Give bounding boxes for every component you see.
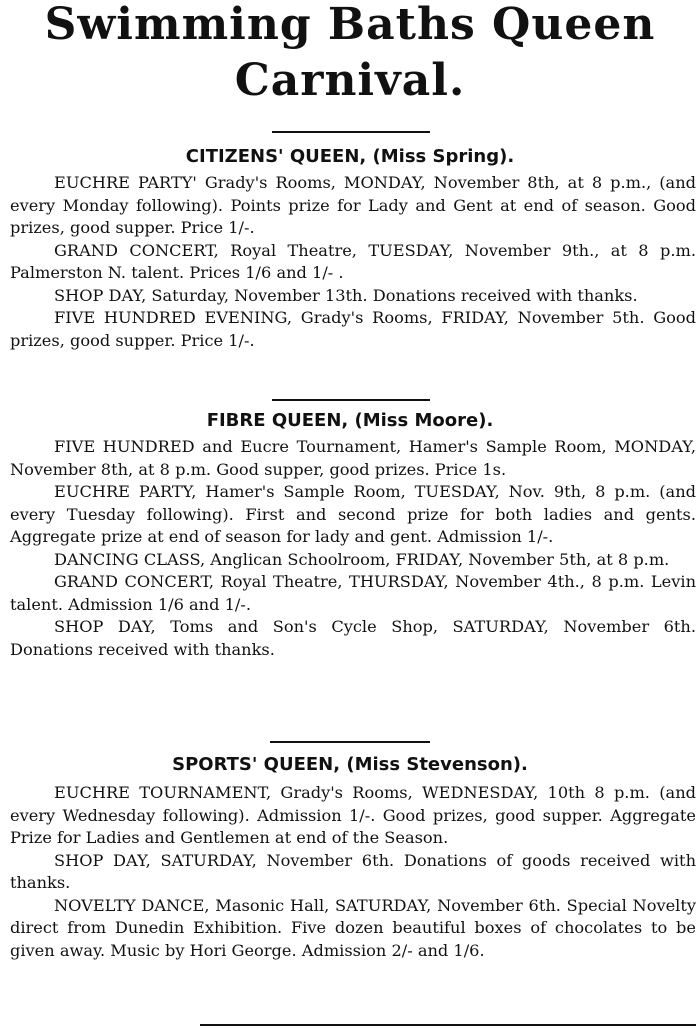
bottom-rule bbox=[200, 1024, 696, 1026]
section-title-fibre: FIBRE QUEEN, (Miss Moore). bbox=[206, 410, 494, 431]
section-divider bbox=[270, 741, 430, 743]
paragraph-five-hundred: FIVE HUNDRED EVENING, Grady's Rooms, FRIDAY, November 5th. Good prizes, good supper. Price 1/-. bbox=[10, 308, 696, 350]
paragraph-five-hundred-tournament: FIVE HUNDRED and Eucre Tournament, Hamer's Sample Room, MONDAY, November 8th, at 8 p.m. Good supper, good prizes. Price 1s. bbox=[10, 437, 696, 479]
paragraph-euchre-tournament: EUCHRE TOURNAMENT, Grady's Rooms, WEDNESDAY, 10th 8 p.m. (and every Wednesday following). Admission 1/-. Good prizes, good supper. Aggregate Prize for Ladies and Gentlemen at end of the Season. bbox=[10, 783, 696, 847]
section-body-fibre bbox=[10, 436, 696, 661]
section-title-sports: SPORTS' QUEEN, (Miss Stevenson). bbox=[172, 754, 528, 775]
paragraph-dancing-class: DANCING CLASS, Anglican Schoolroom, FRIDAY, November 5th, at 8 p.m. bbox=[54, 549, 670, 569]
section-body-citizens bbox=[10, 172, 696, 352]
paragraph-shop-day: SHOP DAY, Saturday, November 13th. Donations received with thanks. bbox=[54, 285, 638, 305]
section-divider bbox=[272, 131, 430, 133]
paragraph-euchre-party: EUCHRE PARTY' Grady's Rooms, MONDAY, November 8th, at 8 p.m., (and every Monday following). Points prize for Lady and Gent at end of season. Good prizes, good supper. Price 1/-. bbox=[10, 173, 696, 237]
paragraph-novelty-dance: NOVELTY DANCE, Masonic Hall, SATURDAY, November 6th. Special Novelty direct from Dunedin Exhibition. Five dozen beautiful boxes of chocolates to be given away. Music by Hori George. Admission 2/- and 1/6. bbox=[10, 895, 696, 960]
paragraph-shop-day: SHOP DAY, SATURDAY, November 6th. Donations of goods received with thanks. bbox=[10, 850, 696, 892]
section-title-citizens: CITIZENS' QUEEN, (Miss Spring). bbox=[185, 146, 515, 167]
paragraph-shop-day: SHOP DAY, Toms and Son's Cycle Shop, SATURDAY, November 6th. Donations received with thanks. bbox=[10, 617, 696, 659]
section-body-sports bbox=[10, 782, 696, 962]
headline-line-2: Carnival. bbox=[234, 55, 466, 106]
section-divider bbox=[272, 399, 430, 401]
headline-line-1: Swimming Baths Queen bbox=[44, 0, 656, 50]
paragraph-grand-concert: GRAND CONCERT, Royal Theatre, TUESDAY, November 9th., at 8 p.m. Palmerston N. talent. Prices 1/6 and 1/- . bbox=[10, 240, 696, 282]
paragraph-euchre-party: EUCHRE PARTY, Hamer's Sample Room, TUESDAY, Nov. 9th, 8 p.m. (and every Tuesday following). First and second prize for both ladies and gents. Aggregate prize at end of season for lady and gent. Admission 1/-. bbox=[10, 482, 696, 546]
paragraph-grand-concert: GRAND CONCERT, Royal Theatre, THURSDAY, November 4th., 8 p.m. Levin talent. Admission 1/6 and 1/-. bbox=[10, 572, 696, 614]
